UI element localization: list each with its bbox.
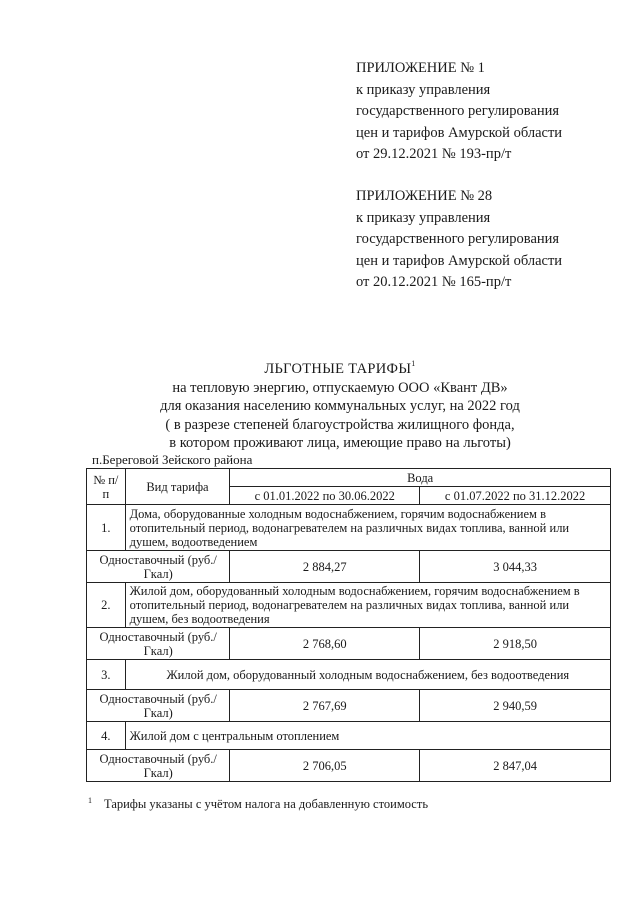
tariff-value-period-1: 2 706,05 xyxy=(230,750,420,782)
section-description: Жилой дом, оборудованный холодным водоснабжением, без водоотведения xyxy=(125,660,610,690)
tariff-name: Одноставочный (руб./Гкал) xyxy=(87,690,230,722)
document-title-text: ЛЬГОТНЫЕ ТАРИФЫ xyxy=(264,361,412,377)
section-description: Дома, оборудованные холодным водоснабжением, горячим водоснабжением в отопительный период, водонагревателем на различных видах топлива, ванной или душем, водоотведением xyxy=(125,505,610,551)
document-heading xyxy=(120,355,560,453)
header-period-1: с 01.01.2022 по 30.06.2022 xyxy=(230,487,420,505)
tariff-value-period-2: 3 044,33 xyxy=(420,551,611,583)
footnote-text: Тарифы указаны с учётом налога на добавленную стоимость xyxy=(104,797,429,812)
tariff-name: Одноставочный (руб./Гкал) xyxy=(87,628,230,660)
section-row xyxy=(87,660,611,690)
document-title xyxy=(120,355,560,379)
section-number: 2. xyxy=(87,583,126,628)
tariff-value-period-2: 2 847,04 xyxy=(420,750,611,782)
tariff-value-period-1: 2 768,60 xyxy=(230,628,420,660)
tariff-name: Одноставочный (руб./Гкал) xyxy=(87,750,230,782)
appendix-1-title: ПРИЛОЖЕНИЕ № 1 xyxy=(356,60,485,76)
header-water-group: Вода xyxy=(230,469,611,487)
heading-line: в котором проживают лица, имеющие право на льготы) xyxy=(169,435,511,451)
appendix-28-line: цен и тарифов Амурской области xyxy=(356,252,563,269)
tariff-row xyxy=(87,750,611,782)
heading-line: на тепловую энергию, отпускаемую ООО «Квант ДВ» xyxy=(172,379,508,396)
appendix-28-line: к приказу управления xyxy=(356,209,491,226)
header-tariff-type: Вид тарифа xyxy=(125,469,230,505)
header-num: № п/п xyxy=(87,469,126,505)
appendix-1-order-ref: от 29.12.2021 № 193-пр/т xyxy=(356,146,512,162)
tariff-name: Одноставочный (руб./Гкал) xyxy=(87,551,230,583)
appendix-1-line: к приказу управления xyxy=(356,81,491,98)
appendix-1-block xyxy=(356,58,562,166)
appendix-1-line: государственного регулирования xyxy=(356,103,560,119)
section-description: Жилой дом с центральным отоплением xyxy=(125,722,610,750)
section-row xyxy=(87,722,611,750)
table-header-row xyxy=(87,469,611,487)
heading-line: для оказания населению коммунальных услуг, на 2022 год xyxy=(160,398,520,414)
tariff-row xyxy=(87,628,611,660)
appendix-28-order-ref: от 20.12.2021 № 165-пр/т xyxy=(356,274,512,290)
location-label: п.Береговой Зейского района xyxy=(92,452,253,467)
section-row xyxy=(87,505,611,551)
tariff-row xyxy=(87,551,611,583)
tariff-value-period-2: 2 940,59 xyxy=(420,690,611,722)
heading-line: ( в разрезе степеней благоустройства жилищного фонда, xyxy=(165,416,515,433)
header-period-2: с 01.07.2022 по 31.12.2022 xyxy=(420,487,611,505)
tariff-value-period-1: 2 767,69 xyxy=(230,690,420,722)
appendix-28-line: государственного регулирования xyxy=(356,231,560,247)
appendix-28-title: ПРИЛОЖЕНИЕ № 28 xyxy=(356,188,493,204)
footnote-mark: 1 xyxy=(88,796,92,805)
footnote xyxy=(88,796,428,812)
tariff-value-period-1: 2 884,27 xyxy=(230,551,420,583)
tariff-table xyxy=(86,468,611,782)
tariff-value-period-2: 2 918,50 xyxy=(420,628,611,660)
appendix-1-line: цен и тарифов Амурской области xyxy=(356,124,563,141)
title-footnote-mark: 1 xyxy=(411,359,416,368)
appendix-28-block xyxy=(356,186,562,294)
section-number: 3. xyxy=(87,660,126,690)
section-number: 1. xyxy=(87,505,126,551)
section-row xyxy=(87,583,611,628)
section-number: 4. xyxy=(87,722,126,750)
section-description: Жилой дом, оборудованный холодным водоснабжением, горячим водоснабжением в отопительный период, водонагревателем на различных видах топлива, ванной или душем, без водоотведения xyxy=(125,583,610,628)
tariff-row xyxy=(87,690,611,722)
